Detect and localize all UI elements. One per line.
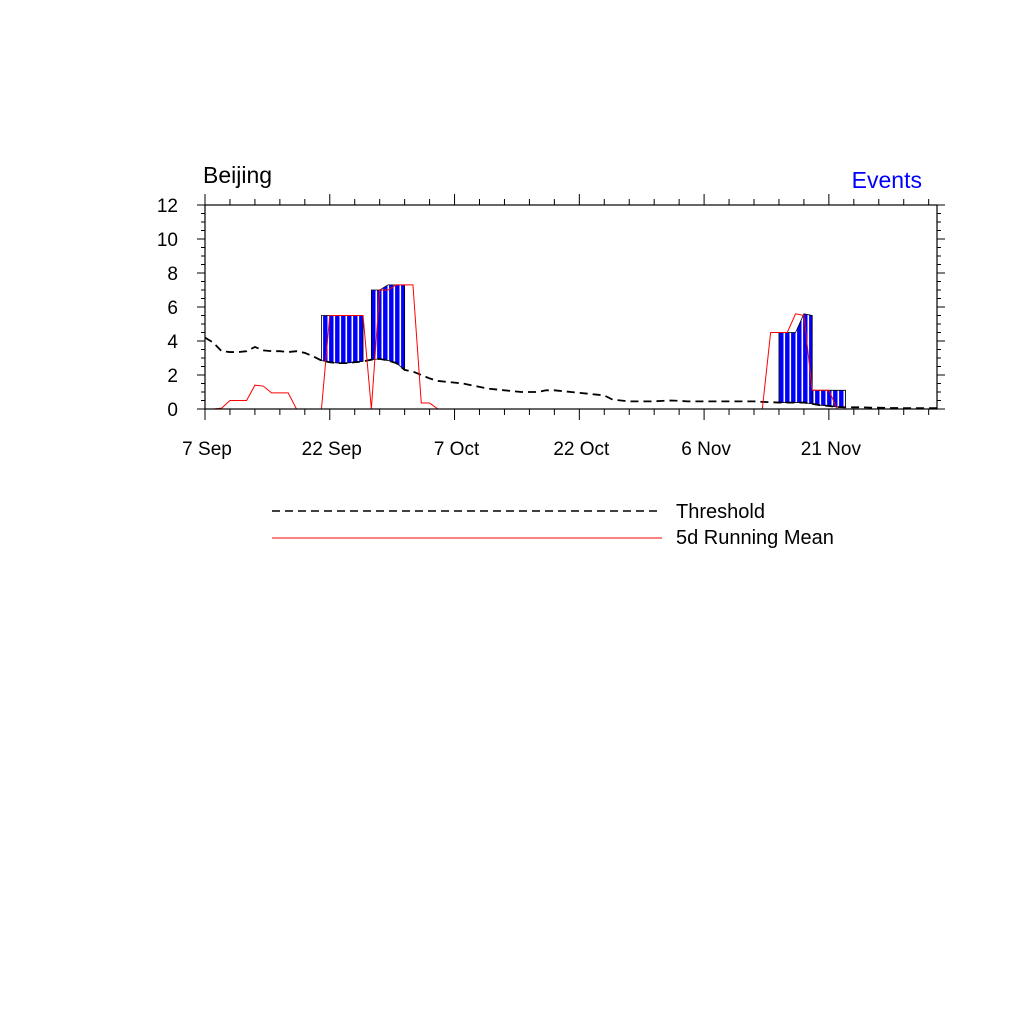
series-lines (205, 285, 937, 409)
legend-threshold-label: Threshold (676, 501, 765, 523)
y-tick-label: 2 (167, 366, 178, 387)
event-bars (321, 285, 845, 407)
event-area-2 (371, 285, 404, 370)
y-tick-label: 6 (167, 298, 178, 319)
legend (272, 501, 834, 549)
y-tick-label: 4 (167, 332, 178, 353)
y-tick-label: 0 (167, 400, 178, 421)
x-tick-label: 21 Nov (800, 439, 861, 460)
event-area-3 (779, 314, 812, 404)
plot-frame (205, 205, 937, 409)
chart-title-left: Beijing (203, 162, 273, 188)
chart-title-right: Events (851, 167, 922, 193)
x-tick-label: 7 Oct (433, 439, 480, 460)
x-tick-label: 22 Sep (301, 439, 362, 460)
x-tick-label: 7 Sep (182, 439, 232, 460)
y-tick-label: 10 (156, 230, 178, 251)
x-tick-label: 6 Nov (681, 439, 731, 460)
y-tick-label: 8 (167, 264, 178, 285)
axes (157, 194, 945, 460)
running-mean-line (205, 285, 854, 409)
x-tick-label: 22 Oct (553, 439, 610, 460)
y-tick-label: 12 (156, 196, 178, 217)
legend-mean-label: 5d Running Mean (676, 527, 834, 549)
